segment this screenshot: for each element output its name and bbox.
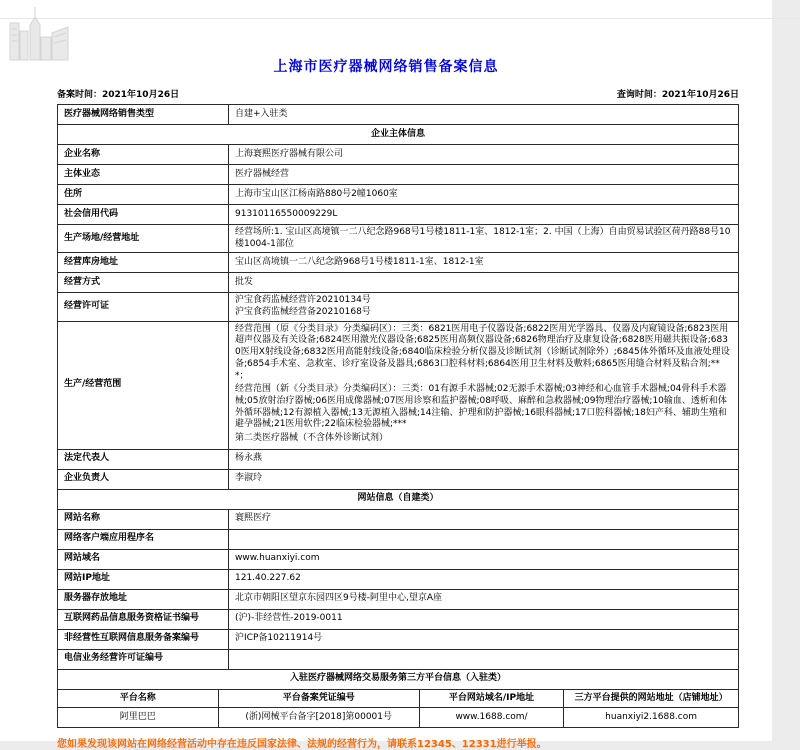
field-value: 上海市宝山区江杨南路880号2幢1060室 xyxy=(229,185,739,205)
field-label: 法定代表人 xyxy=(58,449,229,469)
section-row-company xyxy=(58,125,739,145)
section-title: 入驻医疗器械网络交易服务第三方平台信息（入驻类） xyxy=(58,669,739,689)
platform-header-row xyxy=(58,689,739,708)
field-label: 经营方式 xyxy=(58,273,229,293)
field-label: 生产/经营范围 xyxy=(58,321,229,449)
field-label: 住所 xyxy=(58,185,229,205)
row-credit-code xyxy=(58,205,739,225)
field-value: 经营场所:1. 宝山区高境镇一二八纪念路968号1号楼1811-1室、1812-1室；2. 中国（上海）自由贸易试验区荷丹路88号10楼1004-1部位 xyxy=(229,225,739,253)
field-label: 医疗器械网络销售类型 xyxy=(58,105,229,125)
main-content xyxy=(57,104,739,750)
row-warehouse-address xyxy=(58,253,739,273)
platform-shop-address: huanxiyi2.1688.com xyxy=(564,708,739,728)
platform-col-name: 平台名称 xyxy=(58,689,219,708)
row-license xyxy=(58,293,739,321)
platform-col-cert: 平台备案凭证编号 xyxy=(218,689,419,708)
field-label: 经营许可证 xyxy=(58,293,229,321)
field-value: 自建+入驻类 xyxy=(229,105,739,125)
section-row-platform xyxy=(58,669,739,689)
row-icp-number xyxy=(58,629,739,649)
field-label: 服务器存放地址 xyxy=(58,589,229,609)
row-sale-type xyxy=(58,105,739,125)
platform-data-row xyxy=(58,708,739,728)
section-title: 网站信息（自建类） xyxy=(58,489,739,509)
row-company-name xyxy=(58,145,739,165)
field-value: 宝山区高境镇一二八纪念路968号1号楼1811-1室、1812-1室 xyxy=(229,253,739,273)
field-value: 91310116550009229L xyxy=(229,205,739,225)
query-time: 查询时间：2021年10月26日 xyxy=(616,90,739,100)
row-residence xyxy=(58,185,739,205)
field-label: 企业名称 xyxy=(58,145,229,165)
field-value xyxy=(229,293,739,321)
top-divider xyxy=(0,18,800,19)
platform-domain: www.1688.com/ xyxy=(419,708,563,728)
platform-cert-number: (浙)网械平台备字[2018]第00001号 xyxy=(218,708,419,728)
report-warning-text: 您如果发现该网站在网络经营活动中存在违反国家法律、法规的经营行为，请联系12345、12331进行举报。 xyxy=(57,739,547,750)
row-website-name xyxy=(58,509,739,529)
row-client-app-name xyxy=(58,529,739,549)
field-value xyxy=(229,529,739,549)
scope-paragraph: 经营范围（原《分类目录》分类编码区）：三类：6821医用电子仪器设备;6822医用光学器具、仪器及内窥镜设备;6823医用超声仪器及有关设备;6824医用激光仪器设备;6825医用高频仪器设备;6826物理治疗及康复设备;6828医用磁共振设备;6830医用X射线设备;6832医用高能射线设备;6840临床检验分析仪器及诊断试剂（诊断试剂除外）;6845体外循环及血液处理设备;6854手术室、急救室、诊疗室设备及器具;6863口腔科材料;6864医用卫生材料及敷料;6865医用缝合材料及粘合剂;***； xyxy=(235,323,730,381)
row-telecom-license xyxy=(58,649,739,669)
field-value: 上海寰熙医疗器械有限公司 xyxy=(229,145,739,165)
license-line: 沪宝食药监械经营许20210134号 xyxy=(235,295,371,306)
timestamps-bar xyxy=(57,87,739,100)
field-value: 李淑玲 xyxy=(229,469,739,489)
field-value: 杨永燕 xyxy=(229,449,739,469)
field-value: 寰熙医疗 xyxy=(229,509,739,529)
field-label: 经营库房地址 xyxy=(58,253,229,273)
scope-paragraph: 经营范围（新《分类目录》分类编码区）：三类：01有源手术器械;02无源手术器械;03神经和心血管手术器械;04骨科手术器械;05放射治疗器械;06医用成像器械;07医用诊察和监护器械;08呼吸、麻醉和急救器械;09物理治疗器械;10输血、透析和体外循环器械;12有源植入器械;13无源植入器械;14注输、护理和防护器械;16眼科器械;17口腔科器械;18妇产科、辅助生殖和避孕器械;21医用软件;22临床检验器械;*** xyxy=(235,384,727,430)
field-label: 网络客户端应用程序名 xyxy=(58,529,229,549)
field-label: 网站域名 xyxy=(58,549,229,569)
scope-paragraph: 第二类医疗器械（不含体外诊断试剂） xyxy=(235,432,389,443)
row-business-form xyxy=(58,165,739,185)
field-value xyxy=(229,649,739,669)
field-label: 网站IP地址 xyxy=(58,569,229,589)
section-title: 企业主体信息 xyxy=(58,125,739,145)
platform-col-shop: 三方平台提供的网站地址（店铺地址） xyxy=(564,689,739,708)
row-production-site xyxy=(58,225,739,253)
row-drug-info-cert xyxy=(58,609,739,629)
field-value xyxy=(229,321,739,449)
platform-name: 阿里巴巴 xyxy=(58,708,219,728)
platform-col-domain: 平台网站域名/IP地址 xyxy=(419,689,563,708)
platform-table xyxy=(57,689,739,729)
row-website-ip xyxy=(58,569,739,589)
field-value: 医疗器械经营 xyxy=(229,165,739,185)
field-label: 企业负责人 xyxy=(58,469,229,489)
field-label: 电信业务经营许可证编号 xyxy=(58,649,229,669)
field-value: 121.40.227.62 xyxy=(229,569,739,589)
record-time: 备案时间：2021年10月26日 xyxy=(57,90,180,100)
field-label: 非经营性互联网信息服务备案编号 xyxy=(58,629,229,649)
field-label: 社会信用代码 xyxy=(58,205,229,225)
row-business-mode xyxy=(58,273,739,293)
page-title: 上海市医疗器械网络销售备案信息 xyxy=(273,59,499,75)
field-label: 网站名称 xyxy=(58,509,229,529)
row-company-principal xyxy=(58,469,739,489)
license-line: 沪宝食药监械经营备20210168号 xyxy=(235,307,371,318)
row-server-address xyxy=(58,589,739,609)
field-value: (沪)-非经营性-2019-0011 xyxy=(229,609,739,629)
field-label: 生产场地/经营地址 xyxy=(58,225,229,253)
field-value: www.huanxiyi.com xyxy=(229,549,739,569)
field-value: 批发 xyxy=(229,273,739,293)
row-website-domain xyxy=(58,549,739,569)
row-business-scope xyxy=(58,321,739,449)
field-value: 北京市朝阳区望京东园四区9号楼-阿里中心,望京A座 xyxy=(229,589,739,609)
section-row-website xyxy=(58,489,739,509)
field-label: 互联网药品信息服务资格证书编号 xyxy=(58,609,229,629)
row-legal-representative xyxy=(58,449,739,469)
field-label: 主体业态 xyxy=(58,165,229,185)
field-value: 沪ICP备10211914号 xyxy=(229,629,739,649)
info-table xyxy=(57,104,739,690)
